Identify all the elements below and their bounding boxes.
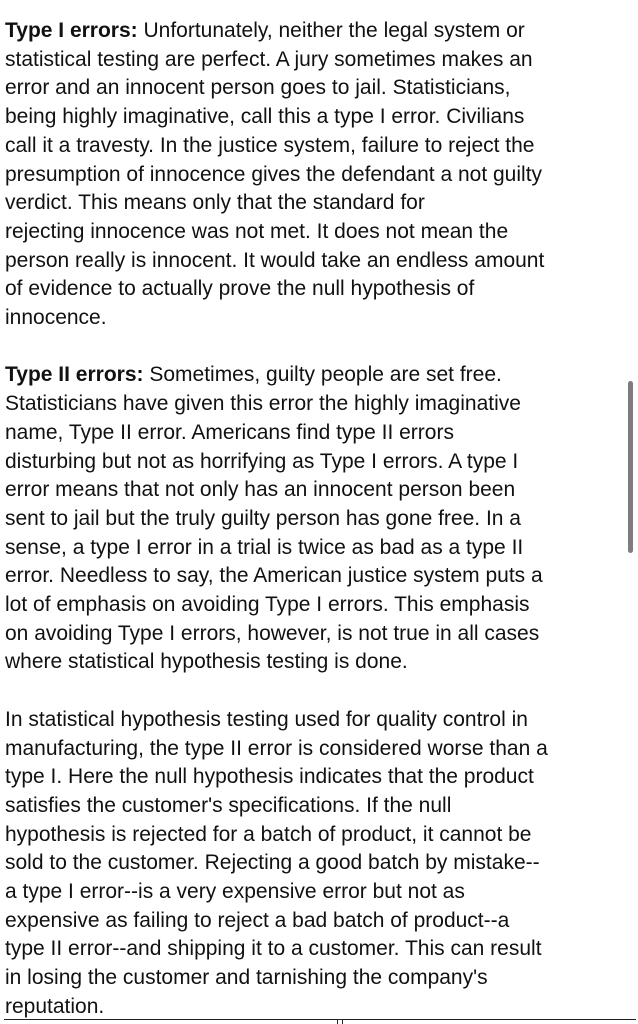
text-line: sent to jail but the truly guilty person has gone free. In a <box>5 506 521 530</box>
text-line: being highly imaginative, call this a type I error. Civilians <box>5 105 525 129</box>
table-top-border <box>4 1019 636 1024</box>
table-column-divider <box>337 1020 343 1024</box>
text-line: error and an innocent person goes to jail. Statisticians, <box>5 76 511 100</box>
text-line: sold to the customer. Rejecting a good batch by mistake-- <box>5 851 540 875</box>
text-line: error means that not only has an innocent person been <box>5 478 516 502</box>
text-line: verdict. This means only that the standard for <box>5 191 425 215</box>
text-line: type I. Here the null hypothesis indicates that the product <box>5 765 534 789</box>
text-line: of evidence to actually prove the null hypothesis of <box>5 277 475 301</box>
text-line: Type II errors: Sometimes, guilty people are set free. <box>5 363 502 387</box>
text-line: satisfies the customer's specifications. If the null <box>5 793 452 817</box>
text-line: person really is innocent. It would take an endless amount <box>5 248 545 272</box>
text-line: type II error--and shipping it to a customer. This can result <box>5 937 542 961</box>
text-line: disturbing but not as horrifying as Type I errors. A type I <box>5 449 519 473</box>
text-line: rejecting innocence was not met. It does not mean the <box>5 219 509 243</box>
text-line: error. Needless to say, the American justice system puts a <box>5 564 543 588</box>
text-line: reputation. <box>5 994 105 1018</box>
text-line: in losing the customer and tarnishing the company's <box>5 966 488 990</box>
text-line: expensive as failing to reject a bad batch of product--a <box>5 908 510 932</box>
vertical-scrollbar-thumb[interactable] <box>628 381 633 553</box>
text-line: a type I error--is a very expensive error but not as <box>5 880 465 904</box>
text-line: Statisticians have given this error the highly imaginative <box>5 392 521 416</box>
text-line: innocence. <box>5 306 107 330</box>
paragraph-type-i-errors <box>5 17 637 333</box>
paragraph-quality-control <box>5 706 637 1022</box>
text-line: sense, a type I error in a trial is twice as bad as a type II <box>5 535 524 559</box>
text-line: statistical testing are perfect. A jury sometimes makes an <box>5 47 533 71</box>
type-i-errors-heading: Type I errors: <box>5 19 138 42</box>
text-line: hypothesis is rejected for a batch of product, it cannot be <box>5 822 532 846</box>
text-line: presumption of innocence gives the defendant a not guilty <box>5 162 543 186</box>
text-line: on avoiding Type I errors, however, is not true in all cases <box>5 621 540 645</box>
text-line: In statistical hypothesis testing used for quality control in <box>5 707 528 731</box>
type-ii-errors-heading: Type II errors: <box>5 363 144 387</box>
text-line: call it a travesty. In the justice system, failure to reject the <box>5 133 535 157</box>
paragraph-type-ii-errors <box>5 361 637 677</box>
text-line: lot of emphasis on avoiding Type I errors. This emphasis <box>5 593 530 617</box>
text-line: where statistical hypothesis testing is done. <box>5 650 408 674</box>
text-line: Type I errors: Unfortunately, neither the legal system or <box>5 19 525 42</box>
text-line: name, Type II error. Americans find type II errors <box>5 420 454 444</box>
text-line: manufacturing, the type II error is considered worse than a <box>5 736 548 760</box>
document-body <box>5 17 637 1022</box>
